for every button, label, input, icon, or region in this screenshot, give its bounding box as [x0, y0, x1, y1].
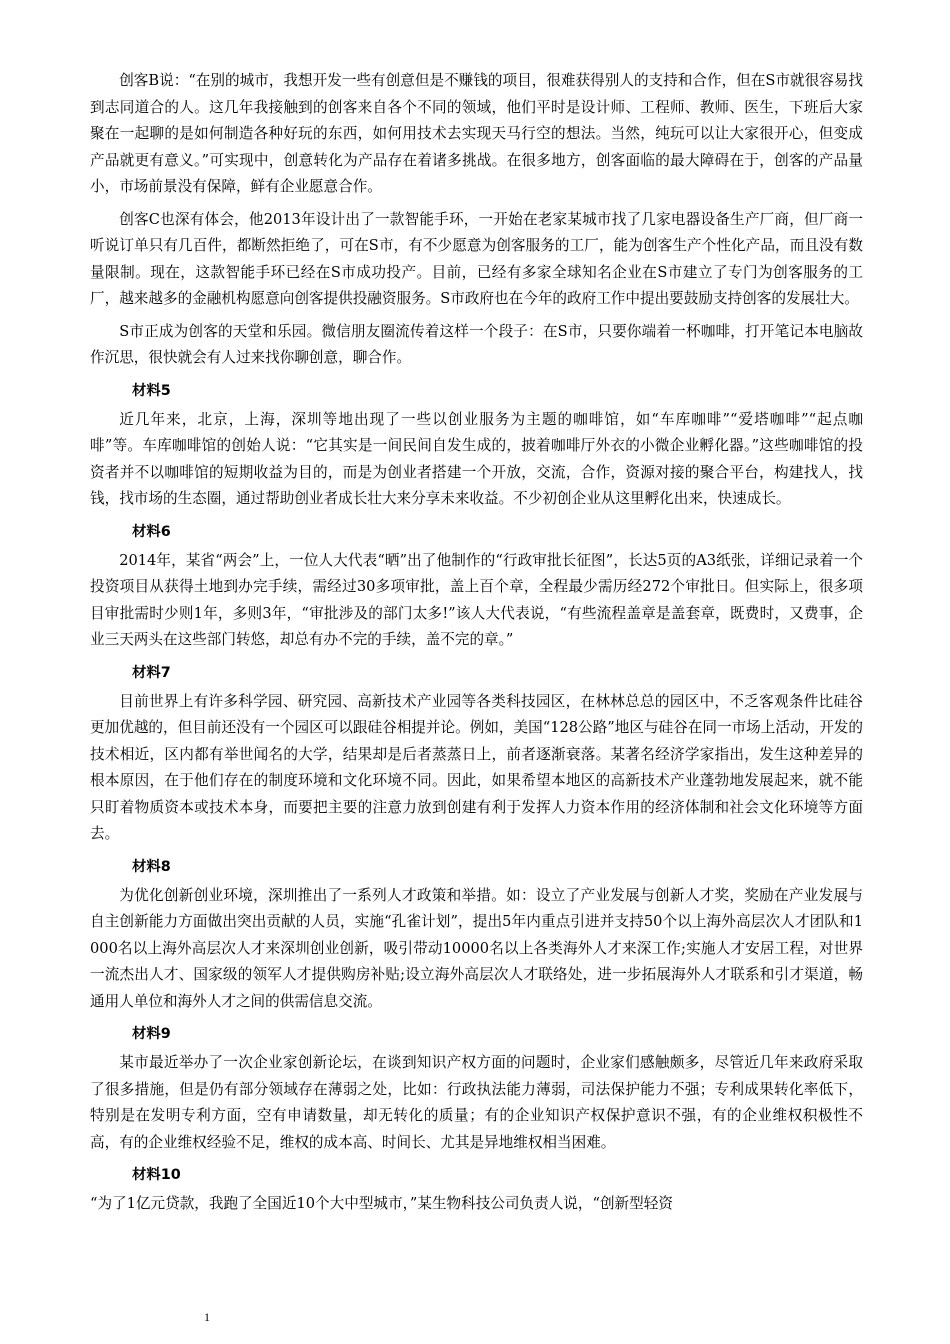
section-text-9: 某市最近举办了一次企业家创新论坛，在谈到知识产权方面的问题时，企业家们感触颇多，尽管近几年来政府采取了很多措施，但是仍有部分领域存在薄弱之处，比如：行政执法能力薄弱，司法保护能力不强；专利成果转化率低下，特别是在发明专利方面，空有申请数量，却无转化的质量；有的企业知识产权保护意识不强，有的企业维权积极性不高，有的企业维权经验不足，维权的成本高、时间长、尤其是异地维权相当困难。	[90, 1054, 863, 1151]
page-number: 1	[204, 1310, 210, 1324]
section-text-5: 近几年来，北京，上海，深圳等地出现了一些以创业服务为主题的咖啡馆，如“车库咖啡”“爱塔咖啡”“起点咖啡”等。车库咖啡馆的创始人说：“它其实是一间民间自发生成的，披着咖啡厅外衣的小微企业孵化器。”这些咖啡馆的投资者并不以咖啡馆的短期收益为目的，而是为创业者搭建一个开放，交流，合作，资源对接的聚合平台，构建找人，找钱，找市场的生态圈，通过帮助创业者成长壮大来分享未来收益。不少初创企业从这里孵化出来，快速成长。	[90, 410, 863, 507]
section-heading-10: 材料10	[132, 1167, 181, 1183]
document-body	[90, 68, 863, 1224]
section-heading-9: 材料9	[132, 1026, 171, 1042]
paragraph-s-city: S市正成为创客的天堂和乐园。微信朋友圈流传着这样一个段子：在S市，只要你端着一杯咖啡，打开笔记本电脑故作沉思，很快就会有人过来找你聊创意，聊合作。	[90, 322, 863, 366]
section-heading-5: 材料5	[132, 382, 171, 399]
section-text-10: “为了1亿元贷款，我跑了全国近10个大中型城市，”某生物科技公司负责人说，“创新型轻资	[90, 1195, 673, 1212]
section-heading-6: 材料6	[132, 523, 171, 540]
section-text-8: 为优化创新创业环境，深圳推出了一系列人才政策和举措。如：设立了产业发展与创新人才奖，奖励在产业发展与自主创新能力方面做出突出贡献的人员，实施“孔雀计划”，提出5年内重点引进并支持50个以上海外高层次人才团队和1000名以上海外高层次人才来深圳创业创新，吸引带动10000名以上各类海外人才来深工作;实施人才安居工程，对世界一流杰出人才、国家级的领军人才提供购房补贴;设立海外高层次人才联络处，进一步拓展海外人才联系和引才渠道，畅通用人单位和海外人才之间的供需信息交流。	[90, 886, 863, 1010]
section-heading-7: 材料7	[132, 664, 171, 681]
section-heading-8: 材料8	[132, 858, 171, 875]
paragraph-maker-c: 创客C也深有体会，他2013年设计出了一款智能手环，一开始在老家某城市找了几家电器设备生产厂商，但厂商一听说订单只有几百件，都断然拒绝了，可在S市，有不少愿意为创客服务的工厂，能为创客生产个性化产品，而且没有数量限制。现在，这款智能手环已经在S市成功投产。目前，已经有多家全球知名企业在S市建立了专门为创客服务的工厂，越来越多的金融机构愿意向创客提供投融资服务。S市政府也在今年的政府工作中提出要鼓励支持创客的发展壮大。	[90, 210, 863, 307]
section-text-6: 2014年，某省“两会”上，一位人大代表“晒”出了他制作的“行政审批长征图”，长达5页的A3纸张，详细记录着一个投资项目从获得土地到办完手续，需经过30多项审批，盖上百个章，全程最少需历经272个审批日。但实际上，很多项目审批需时少则1年，多则3年，“审批涉及的部门太多!”该人大代表说，“有些流程盖章是盖套章，既费时，又费事，企业三天两头在这些部门转悠，却总有办不完的手续，盖不完的章。”	[90, 551, 863, 648]
paragraph-maker-b: 创客B说：“在别的城市，我想开发一些有创意但是不赚钱的项目，很难获得别人的支持和合作，但在S市就很容易找到志同道合的人。这几年我接触到的创客来自各个不同的领域，他们平时是设计师、工程师、教师、医生，下班后大家聚在一起聊的是如何制造各种好玩的东西，如何用技术去实现天马行空的想法。当然，纯玩可以让大家很开心，但变成产品就更有意义。”可实现中，创意转化为产品存在着诸多挑战。在很多地方，创客面临的最大障碍在于，创客的产品量小，市场前景没有保障，鲜有企业愿意合作。	[90, 72, 863, 195]
section-text-7: 目前世界上有许多科学园、研究园、高新技术产业园等各类科技园区，在林林总总的园区中，不乏客观条件比硅谷更加优越的，但目前还没有一个园区可以跟硅谷相提并论。例如，美国“128公路”地区与硅谷在同一市场上活动，开发的技术相近，区内都有举世闻名的大学，结果却是后者蒸蒸日上，前者逐渐衰落。某著名经济学家指出，发生这种差异的根本原因，在于他们存在的制度环境和文化环境不同。因此，如果希望本地区的高新技术产业蓬勃地发展起来，就不能只盯着物质资本或技术本身，而要把主要的注意力放到创建有利于发挥人力资本作用的经济体制和社会文化环境等方面去。	[90, 692, 863, 842]
